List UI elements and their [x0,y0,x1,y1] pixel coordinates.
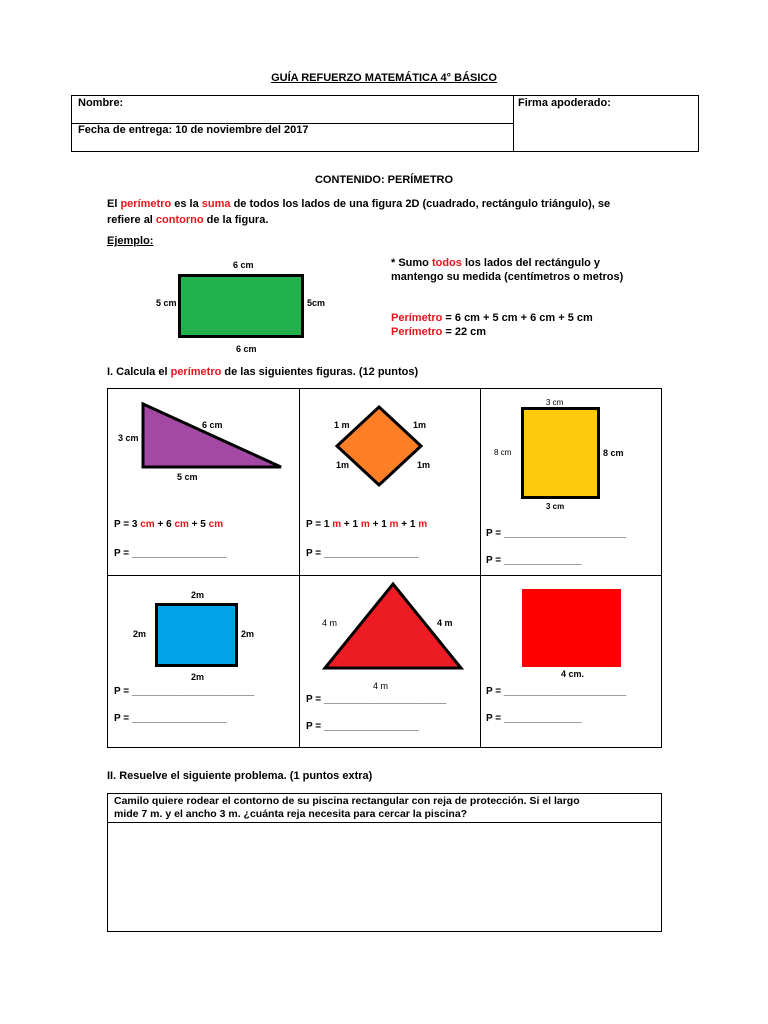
section-1-text: de las siguientes figuras. (12 puntos) [221,366,419,378]
cell2-answer-blank[interactable]: P = _________________ [306,548,419,559]
formula-unit: m [389,519,399,530]
formula-unit: m [332,519,342,530]
section-1-heading [107,366,418,378]
cell1-answer-blank[interactable]: P = _________________ [114,548,227,559]
def-contorno: contorno [155,214,204,226]
cell3-top-label: 3 cm [546,398,564,407]
cell4-left-label: 2m [133,629,147,639]
formula-perimetro-word: Perímetro [391,326,443,338]
firma-field[interactable]: Firma apoderado: [518,97,611,109]
def-suma: suma [201,198,231,210]
note-todos: todos [431,257,462,269]
cell6-square [522,589,621,667]
formula-perimetro-word: Perímetro [391,312,443,324]
formula-text: = 22 cm [442,326,487,338]
note-text: * Sumo [391,257,432,269]
example-top-label: 6 cm [233,260,254,270]
problem-line: mide 7 m. y el ancho 3 m. ¿cuánta reja necesita para cercar la piscina? [114,808,468,820]
cell3-rect-shape [523,409,599,498]
cell3-answer-blank-2[interactable]: P = ______________ [486,555,582,566]
formula-text: + 1 [398,519,419,530]
cell6-bottom-label: 4 cm. [561,669,585,679]
example-note [391,256,656,284]
cell4-square [155,603,238,667]
cell1-bottom-label: 5 cm [177,472,198,482]
example-rectangle [178,274,304,338]
def-text: El [107,198,121,210]
cell2-rhombus-shape [337,407,421,485]
example-formula-1 [391,312,593,324]
cell2-bl-label: 1m [336,460,350,470]
section-1-text: I. Calcula el [107,366,171,378]
section-1-perimetro: perímetro [170,366,222,378]
cell6-square-shape [522,589,621,667]
formula-text: + 1 [369,519,390,530]
cell1-hyp-label: 6 cm [202,420,223,430]
cell5-answer-blank-1[interactable]: P = ______________________ [306,694,447,705]
formula-unit: m [418,519,428,530]
section-2-heading: II. Resuelve el siguiente problema. (1 puntos extra) [107,770,373,782]
formula-text: + 5 [188,519,209,530]
grid-vline-2 [480,388,481,748]
formula-text: + 1 [341,519,361,530]
cell2-tl-label: 1 m [334,420,350,430]
problem-answer-area[interactable] [108,823,661,931]
cell2-br-label: 1m [417,460,431,470]
definition-paragraph [107,196,667,228]
fecha-entrega: Fecha de entrega: 10 de noviembre del 2017 [78,124,309,136]
example-right-label: 5cm [307,298,326,308]
cell5-answer-blank-2[interactable]: P = _________________ [306,721,419,732]
note-text: mantengo su medida (centímetros o metros) [391,271,624,283]
def-text: de todos los lados de una figura 2D (cuadrado, rectángulo triángulo), se [230,198,611,210]
formula-unit: m [360,519,370,530]
cell4-answer-blank-2[interactable]: P = _________________ [114,713,227,724]
cell3-rectangle [521,407,600,499]
cell2-tr-label: 1m [413,420,427,430]
nombre-field[interactable]: Nombre: [78,97,124,109]
example-bottom-label: 6 cm [236,344,257,354]
cell5-bottom-label: 4 m [373,681,389,691]
formula-unit: cm [174,519,189,530]
contenido-heading: CONTENIDO: PERÍMETRO [314,174,454,186]
cell4-bottom-label: 2m [191,672,205,682]
example-left-label: 5 cm [156,298,177,308]
page-title: GUÍA REFUERZO MATEMÁTICA 4° BÁSICO [271,72,497,84]
cell6-answer-blank-2[interactable]: P = ______________ [486,713,582,724]
cell4-answer-blank-1[interactable]: P = ______________________ [114,686,255,697]
cell5-left-label: 4 m [322,618,338,628]
example-rect-shape [180,276,303,337]
formula-unit: cm [208,519,224,530]
problem-line: Camilo quiere rodear el contorno de su piscina rectangular con reja de protección. Si el largo [114,795,580,807]
example-label: Ejemplo: [107,235,154,247]
cell5-right-label: 4 m [437,618,453,628]
cell4-square-shape [157,605,237,666]
formula-unit: cm [140,519,155,530]
grid-vline-1 [299,388,300,748]
cell4-top-label: 2m [191,590,205,600]
grid-hline [107,575,662,576]
def-perimetro: perímetro [120,198,172,210]
formula-text: + 6 [154,519,175,530]
cell3-right-label: 8 cm [603,448,624,458]
formula-text: P = 1 [306,519,333,530]
def-text: refiere al [107,214,156,226]
problem-text [114,795,659,821]
cell3-answer-blank-1[interactable]: P = ______________________ [486,528,627,539]
cell1-triangle-shape [143,404,281,467]
formula-text: = 6 cm + 5 cm + 6 cm + 5 cm [442,312,593,324]
cell1-formula [114,519,223,530]
cell4-right-label: 2m [241,629,255,639]
example-formula-2 [391,326,486,338]
cell1-left-label: 3 cm [118,433,139,443]
formula-text: P = 3 [114,519,141,530]
cell2-formula [306,519,427,530]
cell1-triangle [140,402,285,472]
def-text: de la figura. [203,214,269,226]
cell3-left-label: 8 cm [494,448,512,457]
cell2-rhombus [334,404,427,488]
def-text: es la [171,198,202,210]
cell3-bottom-label: 3 cm [546,502,565,511]
note-text: los lados del rectángulo y [461,257,601,269]
cell6-answer-blank-1[interactable]: P = ______________________ [486,686,627,697]
